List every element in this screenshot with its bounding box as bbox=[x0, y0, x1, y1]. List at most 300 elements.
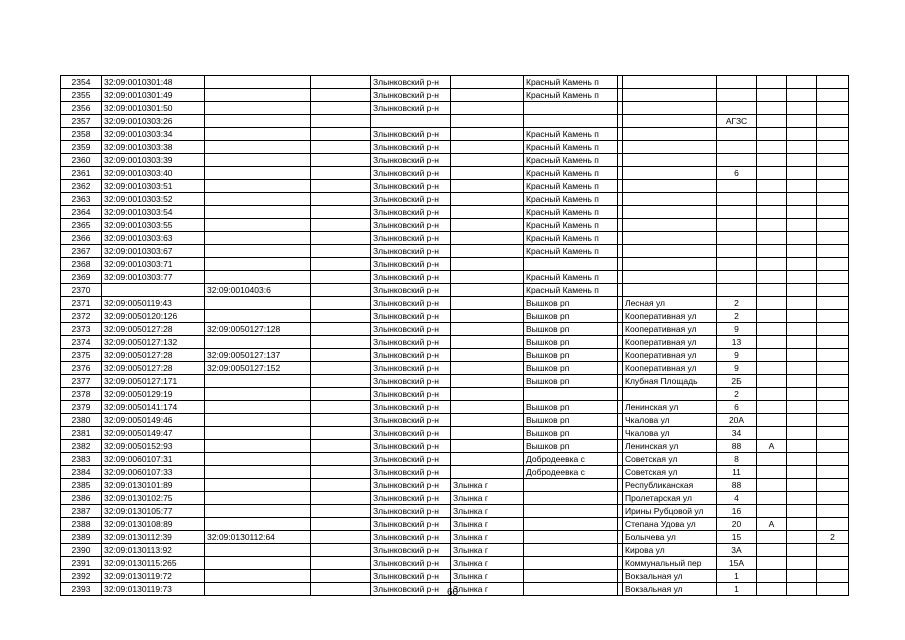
table-cell: Злынковский р-н bbox=[371, 89, 451, 102]
table-cell bbox=[311, 479, 371, 492]
table-cell bbox=[757, 141, 787, 154]
table-cell: 2383 bbox=[61, 453, 102, 466]
table-cell: Злынковский р-н bbox=[371, 583, 451, 596]
table-cell: 2357 bbox=[61, 115, 102, 128]
table-cell bbox=[757, 492, 787, 505]
table-cell: Злынка г bbox=[451, 518, 524, 531]
table-row bbox=[61, 557, 849, 570]
table-cell: 32:09:0010303:71 bbox=[102, 258, 205, 271]
table-cell bbox=[787, 128, 817, 141]
table-cell: 32:09:0130112:64 bbox=[205, 531, 311, 544]
table-cell bbox=[205, 297, 311, 310]
table-cell bbox=[817, 466, 849, 479]
table-cell: 15А bbox=[717, 557, 757, 570]
table-cell bbox=[787, 401, 817, 414]
table-cell bbox=[787, 544, 817, 557]
table-cell bbox=[787, 557, 817, 570]
table-cell bbox=[787, 479, 817, 492]
table-cell: 15 bbox=[717, 531, 757, 544]
table-cell: 2370 bbox=[61, 284, 102, 297]
table-cell bbox=[205, 557, 311, 570]
table-cell: 2 bbox=[817, 531, 849, 544]
table-cell: Злынковский р-н bbox=[371, 440, 451, 453]
table-cell: Кооперативная ул bbox=[623, 349, 717, 362]
table-cell: Злынковский р-н bbox=[371, 492, 451, 505]
table-cell bbox=[757, 570, 787, 583]
table-cell: Ленинская ул bbox=[623, 440, 717, 453]
table-cell: Злынковский р-н bbox=[371, 167, 451, 180]
table-row bbox=[61, 492, 849, 505]
table-cell: 32:09:0010303:77 bbox=[102, 271, 205, 284]
table-cell bbox=[524, 531, 618, 544]
table-cell bbox=[311, 271, 371, 284]
table-cell bbox=[311, 388, 371, 401]
table-cell bbox=[787, 271, 817, 284]
table-cell: 2360 bbox=[61, 154, 102, 167]
table-cell bbox=[311, 219, 371, 232]
table-cell bbox=[311, 141, 371, 154]
table-row bbox=[61, 154, 849, 167]
table-cell: Злынковский р-н bbox=[371, 505, 451, 518]
table-cell bbox=[787, 362, 817, 375]
table-row bbox=[61, 89, 849, 102]
table-row bbox=[61, 531, 849, 544]
table-cell: 9 bbox=[717, 323, 757, 336]
table-cell: Злынковский р-н bbox=[371, 232, 451, 245]
table-cell: Злынковский р-н bbox=[371, 375, 451, 388]
table-row bbox=[61, 245, 849, 258]
table-cell bbox=[817, 102, 849, 115]
table-cell bbox=[757, 193, 787, 206]
table-cell: 32:09:0130119:73 bbox=[102, 583, 205, 596]
table-cell: А bbox=[757, 518, 787, 531]
table-cell bbox=[787, 206, 817, 219]
table-cell bbox=[205, 271, 311, 284]
table-cell: 32:09:0010303:63 bbox=[102, 232, 205, 245]
table-cell: 32:09:0050127:128 bbox=[205, 323, 311, 336]
table-cell: 32:09:0010301:50 bbox=[102, 102, 205, 115]
table-cell bbox=[205, 518, 311, 531]
table-cell: 32:09:0050141:174 bbox=[102, 401, 205, 414]
table-row bbox=[61, 362, 849, 375]
table-cell bbox=[623, 128, 717, 141]
table-cell bbox=[311, 349, 371, 362]
table-cell: 2375 bbox=[61, 349, 102, 362]
table-cell bbox=[817, 115, 849, 128]
table-cell: 32:09:0050127:28 bbox=[102, 323, 205, 336]
table-cell bbox=[787, 102, 817, 115]
table-cell: 11 bbox=[717, 466, 757, 479]
table-cell: Красный Камень п bbox=[524, 245, 618, 258]
table-cell: Злынка г bbox=[451, 479, 524, 492]
table-cell bbox=[451, 193, 524, 206]
table-cell bbox=[524, 505, 618, 518]
table-row bbox=[61, 518, 849, 531]
table-cell: 2363 bbox=[61, 193, 102, 206]
table-cell bbox=[817, 258, 849, 271]
table-cell bbox=[371, 115, 451, 128]
table-cell: Злынковский р-н bbox=[371, 544, 451, 557]
table-cell bbox=[817, 271, 849, 284]
table-cell bbox=[311, 453, 371, 466]
table-cell: Красный Камень п bbox=[524, 193, 618, 206]
table-cell: Республиканская bbox=[623, 479, 717, 492]
table-cell bbox=[817, 349, 849, 362]
table-cell bbox=[311, 206, 371, 219]
table-cell: Злынка г bbox=[451, 570, 524, 583]
table-cell bbox=[717, 180, 757, 193]
table-cell bbox=[524, 388, 618, 401]
table-cell bbox=[205, 479, 311, 492]
table-cell: 2388 bbox=[61, 518, 102, 531]
table-cell bbox=[757, 336, 787, 349]
table-cell bbox=[205, 180, 311, 193]
table-cell: 32:09:0130102:75 bbox=[102, 492, 205, 505]
table-cell: 6 bbox=[717, 401, 757, 414]
table-row bbox=[61, 505, 849, 518]
table-cell: 2368 bbox=[61, 258, 102, 271]
table-cell bbox=[717, 232, 757, 245]
table-cell: 32:09:0060107:33 bbox=[102, 466, 205, 479]
table-cell bbox=[787, 518, 817, 531]
table-row bbox=[61, 206, 849, 219]
table-cell bbox=[817, 375, 849, 388]
table-cell bbox=[623, 89, 717, 102]
table-cell bbox=[451, 115, 524, 128]
table-cell bbox=[757, 297, 787, 310]
table-cell bbox=[717, 76, 757, 89]
table-cell bbox=[817, 440, 849, 453]
table-cell: Злынковский р-н bbox=[371, 414, 451, 427]
table-cell bbox=[311, 193, 371, 206]
table-cell bbox=[817, 284, 849, 297]
table-row bbox=[61, 76, 849, 89]
table-cell: 32:09:0050127:152 bbox=[205, 362, 311, 375]
table-cell: 9 bbox=[717, 362, 757, 375]
table-cell bbox=[311, 427, 371, 440]
table-cell bbox=[623, 154, 717, 167]
table-cell: 32:09:0050127:28 bbox=[102, 349, 205, 362]
table-cell bbox=[817, 388, 849, 401]
table-cell bbox=[205, 89, 311, 102]
table-cell bbox=[717, 271, 757, 284]
table-row bbox=[61, 375, 849, 388]
table-row bbox=[61, 479, 849, 492]
table-cell bbox=[817, 492, 849, 505]
table-cell bbox=[623, 167, 717, 180]
table-cell bbox=[787, 375, 817, 388]
table-cell bbox=[311, 258, 371, 271]
table-cell: 9 bbox=[717, 349, 757, 362]
table-cell: 13 bbox=[717, 336, 757, 349]
table-cell bbox=[757, 349, 787, 362]
table-cell bbox=[817, 154, 849, 167]
table-cell bbox=[451, 76, 524, 89]
table-cell bbox=[205, 76, 311, 89]
table-cell: Злынковский р-н bbox=[371, 531, 451, 544]
table-cell: 32:09:0050149:46 bbox=[102, 414, 205, 427]
table-cell: 2387 bbox=[61, 505, 102, 518]
table-cell bbox=[757, 76, 787, 89]
table-cell: Вышков рп bbox=[524, 427, 618, 440]
table-cell bbox=[757, 544, 787, 557]
table-cell bbox=[623, 193, 717, 206]
table-cell: 32:09:0050129:19 bbox=[102, 388, 205, 401]
table-cell bbox=[451, 362, 524, 375]
table-cell: 2 bbox=[717, 310, 757, 323]
table-cell bbox=[757, 102, 787, 115]
table-row bbox=[61, 388, 849, 401]
table-cell bbox=[787, 180, 817, 193]
table-cell bbox=[717, 193, 757, 206]
table-cell bbox=[757, 466, 787, 479]
table-row bbox=[61, 310, 849, 323]
table-cell bbox=[205, 219, 311, 232]
table-cell: Злынковский р-н bbox=[371, 271, 451, 284]
table-cell bbox=[817, 219, 849, 232]
table-cell: 2377 bbox=[61, 375, 102, 388]
table-cell bbox=[451, 388, 524, 401]
table-cell: Злынковский р-н bbox=[371, 219, 451, 232]
table-cell bbox=[311, 492, 371, 505]
table-cell bbox=[817, 505, 849, 518]
table-cell bbox=[205, 492, 311, 505]
table-cell bbox=[757, 557, 787, 570]
table-cell bbox=[311, 310, 371, 323]
table-cell bbox=[717, 102, 757, 115]
table-cell: Кооперативная ул bbox=[623, 336, 717, 349]
table-cell bbox=[757, 505, 787, 518]
table-cell bbox=[787, 336, 817, 349]
table-cell bbox=[817, 193, 849, 206]
table-cell bbox=[205, 375, 311, 388]
table-cell: 16 bbox=[717, 505, 757, 518]
table-cell: 32:09:0130108:89 bbox=[102, 518, 205, 531]
table-cell bbox=[451, 349, 524, 362]
table-row bbox=[61, 115, 849, 128]
table-cell: 32:09:0050127:137 bbox=[205, 349, 311, 362]
table-cell bbox=[757, 219, 787, 232]
table-cell: 2354 bbox=[61, 76, 102, 89]
table-cell: Ленинская ул bbox=[623, 401, 717, 414]
table-cell: 32:09:0010303:34 bbox=[102, 128, 205, 141]
table-cell bbox=[311, 76, 371, 89]
table-cell: Красный Камень п bbox=[524, 154, 618, 167]
table-cell: 20А bbox=[717, 414, 757, 427]
table-cell bbox=[311, 323, 371, 336]
table-cell: Злынковский р-н bbox=[371, 258, 451, 271]
table-cell bbox=[311, 115, 371, 128]
table-cell: 32:09:0010303:40 bbox=[102, 167, 205, 180]
table-cell bbox=[451, 310, 524, 323]
table-cell bbox=[623, 76, 717, 89]
table-cell bbox=[524, 518, 618, 531]
table-cell: Красный Камень п bbox=[524, 206, 618, 219]
table-cell: 2376 bbox=[61, 362, 102, 375]
table-cell bbox=[205, 414, 311, 427]
table-cell bbox=[311, 89, 371, 102]
table-row bbox=[61, 453, 849, 466]
table-row bbox=[61, 141, 849, 154]
table-cell: 32:09:0050127:132 bbox=[102, 336, 205, 349]
table-cell bbox=[205, 427, 311, 440]
table-cell bbox=[311, 128, 371, 141]
table-cell: Добродеевка с bbox=[524, 453, 618, 466]
table-cell bbox=[311, 401, 371, 414]
table-cell: 4 bbox=[717, 492, 757, 505]
table-cell bbox=[311, 167, 371, 180]
table-cell: 2379 bbox=[61, 401, 102, 414]
table-row bbox=[61, 323, 849, 336]
table-cell: Злынковский р-н bbox=[371, 557, 451, 570]
table-cell: 32:09:0010303:52 bbox=[102, 193, 205, 206]
table-cell bbox=[311, 557, 371, 570]
table-cell bbox=[451, 258, 524, 271]
table-cell bbox=[623, 271, 717, 284]
table-cell: 2371 bbox=[61, 297, 102, 310]
table-cell bbox=[451, 180, 524, 193]
table-cell bbox=[451, 271, 524, 284]
table-cell bbox=[205, 193, 311, 206]
table-body bbox=[61, 76, 849, 596]
table-cell: 2369 bbox=[61, 271, 102, 284]
table-cell bbox=[757, 206, 787, 219]
table-cell: 2373 bbox=[61, 323, 102, 336]
table-cell bbox=[757, 388, 787, 401]
table-cell bbox=[817, 570, 849, 583]
table-cell: Красный Камень п bbox=[524, 141, 618, 154]
table-cell bbox=[757, 284, 787, 297]
table-cell: 2391 bbox=[61, 557, 102, 570]
table-cell: Злынковский р-н bbox=[371, 154, 451, 167]
table-cell bbox=[817, 245, 849, 258]
table-cell: Злынковский р-н bbox=[371, 453, 451, 466]
table-cell bbox=[623, 232, 717, 245]
table-cell bbox=[757, 167, 787, 180]
table-cell: Злынка г bbox=[451, 544, 524, 557]
table-cell bbox=[205, 388, 311, 401]
table-row bbox=[61, 349, 849, 362]
table-cell bbox=[787, 258, 817, 271]
table-cell bbox=[623, 219, 717, 232]
table-cell: 1 bbox=[717, 583, 757, 596]
table-cell: Красный Камень п bbox=[524, 271, 618, 284]
table-cell: Злынка г bbox=[451, 492, 524, 505]
table-cell: Вышков рп bbox=[524, 297, 618, 310]
table-cell bbox=[817, 544, 849, 557]
table-cell bbox=[205, 440, 311, 453]
table-cell: Вышков рп bbox=[524, 375, 618, 388]
table-cell bbox=[311, 102, 371, 115]
table-cell: А bbox=[757, 440, 787, 453]
table-cell bbox=[623, 180, 717, 193]
table-cell: Вышков рп bbox=[524, 323, 618, 336]
table-cell: 20 bbox=[717, 518, 757, 531]
table-cell bbox=[717, 284, 757, 297]
table-cell bbox=[757, 245, 787, 258]
table-cell: Болычева ул bbox=[623, 531, 717, 544]
table-cell: Злынковский р-н bbox=[371, 284, 451, 297]
table-cell bbox=[787, 323, 817, 336]
table-cell bbox=[817, 479, 849, 492]
table-cell bbox=[787, 232, 817, 245]
table-cell bbox=[451, 323, 524, 336]
table-cell bbox=[817, 141, 849, 154]
table-cell bbox=[757, 323, 787, 336]
table-cell bbox=[817, 557, 849, 570]
table-cell: 32:09:0130113:92 bbox=[102, 544, 205, 557]
table-cell bbox=[717, 258, 757, 271]
table-cell: 32:09:0010303:54 bbox=[102, 206, 205, 219]
table-cell bbox=[757, 310, 787, 323]
table-row bbox=[61, 297, 849, 310]
table-row bbox=[61, 440, 849, 453]
table-cell bbox=[311, 362, 371, 375]
table-cell: Злынковский р-н bbox=[371, 401, 451, 414]
table-cell: 32:09:0010403:6 bbox=[205, 284, 311, 297]
table-cell bbox=[524, 544, 618, 557]
table-cell bbox=[787, 531, 817, 544]
table-cell bbox=[757, 271, 787, 284]
table-cell: Злынковский р-н bbox=[371, 466, 451, 479]
table-cell bbox=[787, 505, 817, 518]
table-cell: 8 bbox=[717, 453, 757, 466]
table-cell bbox=[817, 362, 849, 375]
table-cell: 2374 bbox=[61, 336, 102, 349]
table-cell: 2385 bbox=[61, 479, 102, 492]
table-cell bbox=[787, 440, 817, 453]
table-cell bbox=[451, 375, 524, 388]
table-cell bbox=[817, 180, 849, 193]
table-cell bbox=[311, 284, 371, 297]
table-cell bbox=[817, 336, 849, 349]
table-cell bbox=[757, 362, 787, 375]
table-cell bbox=[787, 76, 817, 89]
table-row bbox=[61, 180, 849, 193]
table-cell: 32:09:0130115:265 bbox=[102, 557, 205, 570]
table-cell bbox=[787, 154, 817, 167]
table-cell: Вышков рп bbox=[524, 362, 618, 375]
table-cell bbox=[524, 557, 618, 570]
table-cell bbox=[757, 128, 787, 141]
table-cell: Злынковский р-н bbox=[371, 362, 451, 375]
table-cell: Пролетарская ул bbox=[623, 492, 717, 505]
table-cell: Вокзальная ул bbox=[623, 583, 717, 596]
table-cell: Чкалова ул bbox=[623, 427, 717, 440]
table-cell bbox=[311, 154, 371, 167]
table-cell bbox=[311, 440, 371, 453]
table-cell: Злынка г bbox=[451, 531, 524, 544]
table-cell bbox=[623, 102, 717, 115]
table-cell: 2365 bbox=[61, 219, 102, 232]
table-cell bbox=[451, 284, 524, 297]
table-cell: Злынковский р-н bbox=[371, 349, 451, 362]
table-row bbox=[61, 570, 849, 583]
table-cell: 2362 bbox=[61, 180, 102, 193]
table-cell bbox=[717, 245, 757, 258]
table-cell bbox=[311, 518, 371, 531]
table-cell bbox=[451, 102, 524, 115]
table-cell bbox=[205, 453, 311, 466]
table-cell bbox=[787, 570, 817, 583]
table-cell: Кооперативная ул bbox=[623, 310, 717, 323]
table-cell: 2381 bbox=[61, 427, 102, 440]
table-cell: 34 bbox=[717, 427, 757, 440]
table-cell: 32:09:0050119:43 bbox=[102, 297, 205, 310]
table-cell bbox=[817, 89, 849, 102]
table-cell: Кирова ул bbox=[623, 544, 717, 557]
table-cell bbox=[717, 206, 757, 219]
